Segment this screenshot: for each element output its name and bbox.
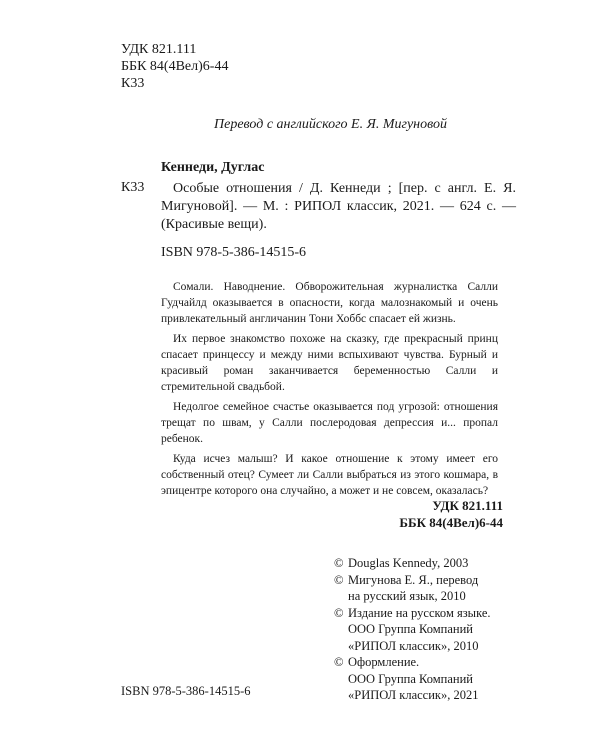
bbk-code: ББК 84(4Вел)6-44 [121,59,229,74]
copyright-block [334,555,534,704]
isbn-bottom: ISBN 978-5-386-14515-6 [121,684,251,698]
copyright-icon: © [334,572,344,587]
copyright-line: Оформление. [348,655,420,669]
abstract-paragraph: Недолгое семейное счастье оказывается под угрозой: отношения трещат по швам, у Салли послеродовая депрессия и... пропал ребенок. [161,401,498,445]
copyright-icon: © [334,556,344,570]
copyright-entry [334,572,534,605]
bottom-classification-codes [399,497,503,531]
copyright-line: «РИПОЛ классик», 2010 [348,638,479,653]
bibliographic-description: Особые отношения / Д. Кеннеди ; [пер. с англ. Е. Я. Мигуновой]. — М. : РИПОЛ классик, 2021. — 624 с. — (Красивые вещи). [161,181,516,232]
copyright-line: на русский язык, 2010 [348,589,466,603]
translator-note: Перевод с английского Е. Я. Мигуновой [214,117,447,132]
isbn: ISBN 978-5-386-14515-6 [161,245,307,260]
bottom-udk-code: УДК 821.111 [432,498,503,513]
copyright-line: «РИПОЛ классик», 2021 [348,688,479,702]
copyright-icon: © [334,605,344,620]
side-author-mark: К33 [121,180,145,195]
copyright-entry [334,555,534,572]
copyright-line: ООО Группа Компаний [348,671,473,686]
copyright-line: Издание на русском языке. [348,605,491,620]
copyright-line: Мигунова Е. Я., перевод [348,572,479,587]
udk-code: УДК 821.111 [121,42,197,57]
abstract-paragraph: Куда исчез малыш? И какое отношение к этому имеет его собственный отец? Сумеет ли Салли выбраться из этого кошмара, в эпицентре которого она случайно, а может и не совсем, оказалась? [161,453,498,497]
abstract-paragraph: Сомали. Наводнение. Обворожительная журналистка Салли Гудчайлд оказывается в опасности, когда малознакомый и очень привлекательный англичанин Тони Хоббс спасает ей жизнь. [161,281,498,325]
copyright-icon: © [334,655,344,669]
author-heading: Кеннеди, Дуглас [161,160,265,175]
copyright-line: Douglas Kennedy, 2003 [348,556,469,570]
abstract [161,279,498,503]
classification-codes [121,41,228,92]
copyright-entry [334,605,534,655]
abstract-paragraph: Их первое знакомство похоже на сказку, где прекрасный принц спасает принцессу и между ними вспыхивают чувства. Бурный и красивый роман заканчивается беременностью Салли и стремительной свадьбой. [161,333,498,393]
copyright-line: ООО Группа Компаний [348,622,473,636]
copyright-entry [334,654,534,704]
author-mark: К33 [121,76,145,91]
bottom-bbk-code: ББК 84(4Вел)6-44 [399,515,503,530]
